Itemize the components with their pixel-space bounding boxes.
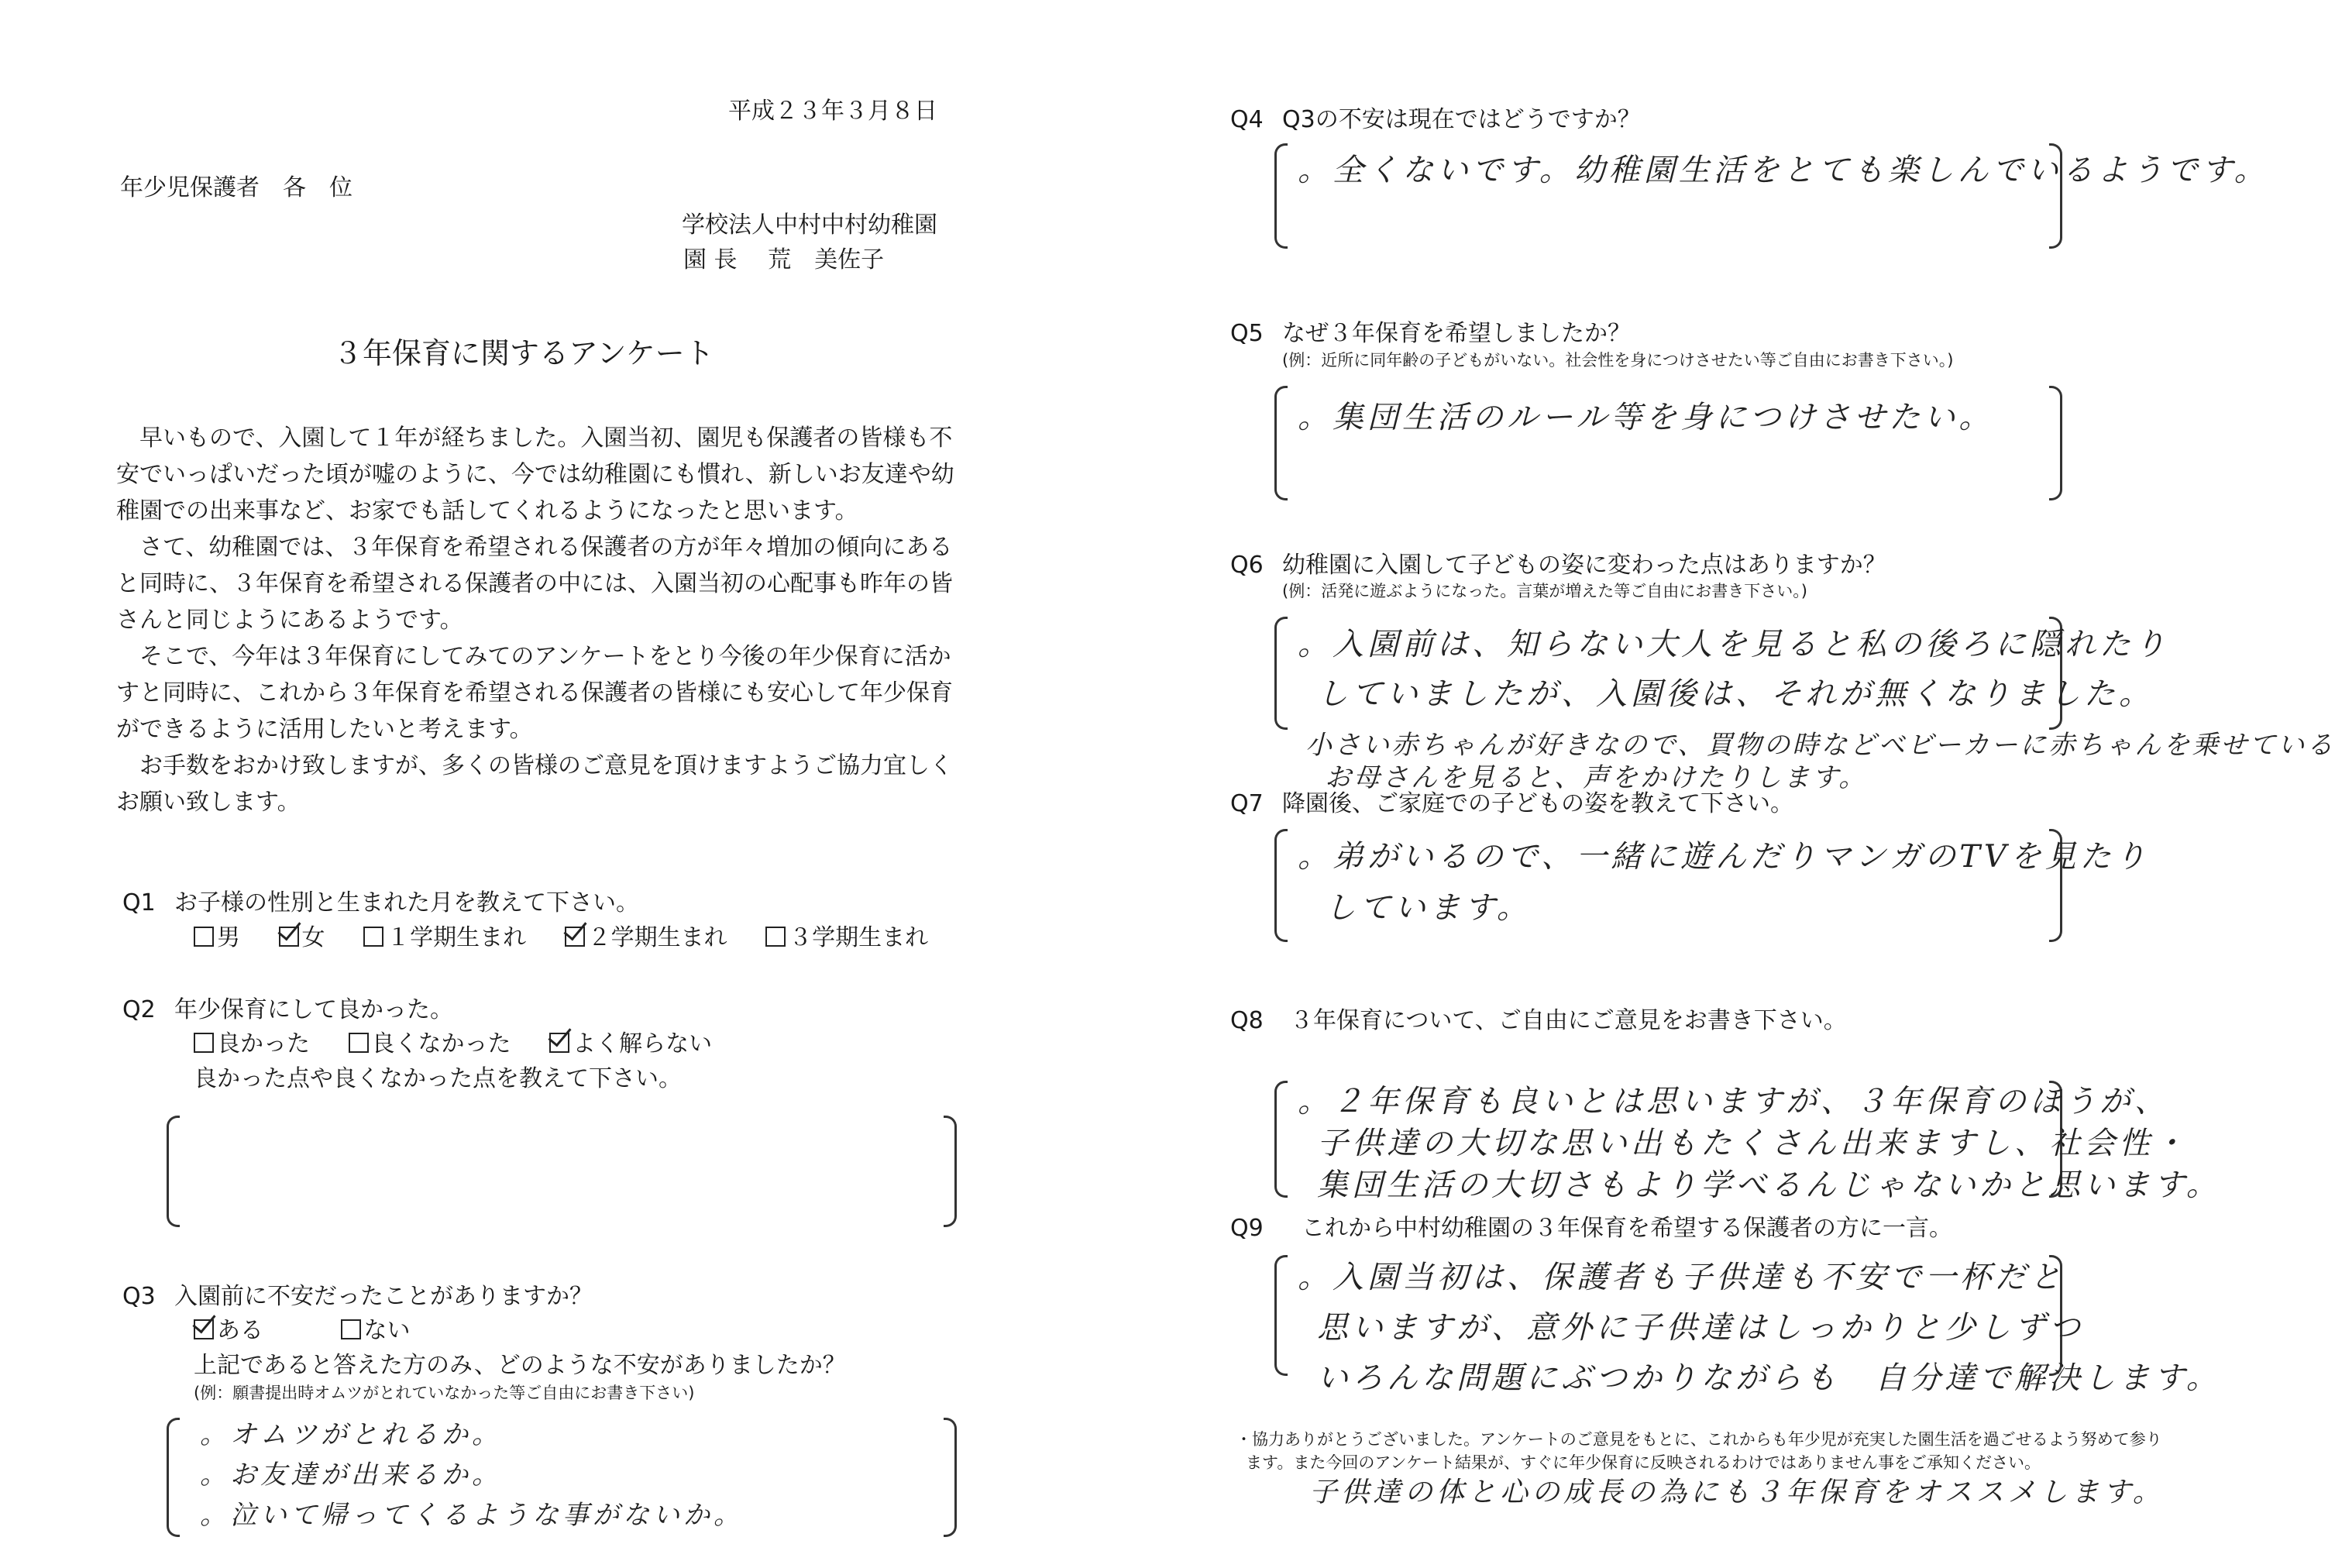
option-label: １学期生まれ — [387, 924, 527, 951]
option-label: ３学期生まれ — [789, 924, 929, 951]
q4-answer-line: 。全くないです。幼稚園生活をとても楽しんでいるようです。 — [1298, 153, 2269, 188]
q3-options — [194, 1317, 442, 1345]
intro-paragraph: さて、幼稚園では、３年保育を希望される保護者の方が年々増加の傾向にあると同時に、３年保育を希望される保護者の中には、入園当初の心配事も昨年の皆さんと同じようにあるようです。 — [116, 534, 953, 634]
q5-answer-line: 。集団生活のルール等を身につけさせたい。 — [1298, 400, 1994, 435]
option-label: ある — [217, 1317, 263, 1344]
option-label: 良かった — [217, 1030, 310, 1057]
q9-answer-line: いろんな問題にぶつかりながらも 自分達で解決します。 — [1317, 1360, 2221, 1396]
option-label: よく解らない — [573, 1030, 713, 1057]
q1-option-term2[interactable] — [565, 924, 727, 951]
checkbox[interactable] — [341, 1319, 361, 1339]
q3-answer-line: 。お友達が出来るか。 — [200, 1460, 502, 1491]
q6-answer-bracket-left — [1274, 617, 1288, 730]
option-label: 良くなかった — [371, 1030, 511, 1057]
q8-answer-line: 。２年保育も良いとは思いますが、３年保育のほうが、 — [1298, 1084, 2169, 1119]
option-label: ない — [363, 1317, 411, 1344]
q6-answer-line: していましたが、入園後は、それが無くなりました。 — [1317, 676, 2154, 712]
closing-handwritten: 子供達の体と心の成長の為にも３年保育をオススメします。 — [1309, 1477, 2165, 1508]
q2-options — [194, 1030, 743, 1058]
q3-answer-line: 。オムツがとれるか。 — [200, 1419, 502, 1450]
school-name: 学校法人中村中村幼稚園 — [682, 211, 937, 239]
q2-option-unsure[interactable] — [549, 1030, 712, 1057]
checkbox[interactable] — [565, 927, 585, 947]
q2-number: Q2 — [122, 996, 156, 1023]
checkbox[interactable] — [349, 1033, 369, 1053]
option-label: ２学期生まれ — [587, 924, 727, 951]
option-label: 男 — [217, 924, 240, 951]
checkbox[interactable] — [279, 927, 299, 947]
q3-answer-line: 。泣いて帰ってくるような事がないか。 — [200, 1500, 744, 1531]
q3-question: 入園前に不安だったことがありますか？ — [174, 1283, 593, 1310]
q8-answer-line: 集団生活の大切さもより学べるんじゃないかと思います。 — [1317, 1167, 2221, 1203]
intro-paragraph: そこで、今年は３年保育にしてみてのアンケートをとり今後の年少保育に活かすと同時に、これから３年保育を希望される保護者の皆様にも安心して年少保育ができるように活用したいと考えます。 — [116, 643, 953, 743]
q1-number: Q1 — [122, 889, 156, 916]
q6-question: 幼稚園に入園して子どもの姿に変わった点はありますか？ — [1282, 552, 1886, 579]
q9-answer-bracket-left — [1274, 1255, 1288, 1376]
intro-paragraph: お手数をおかけ致しますが、多くの皆様のご意見を頂けますようご協力宜しくお願い致します。 — [116, 752, 953, 816]
q3-number: Q3 — [122, 1283, 156, 1310]
addressee: 年少児保護者 各 位 — [120, 174, 352, 201]
q8-answer-bracket-left — [1274, 1081, 1288, 1198]
intro-text — [116, 420, 961, 820]
intro-paragraph: 早いもので、入園して１年が経ちました。入園当初、園児も保護者の皆様も不安でいっぱいだった頃が嘘のように、今では幼稚園にも慣れ、新しいお友達や幼稚園での出来事など、お家でも話してくれるようになったと思います。 — [116, 425, 954, 524]
q7-number: Q7 — [1230, 790, 1264, 817]
q1-question: お子様の性別と生まれた月を教えて下さい。 — [174, 889, 639, 916]
q7-question: 降園後、ご家庭での子どもの姿を教えて下さい。 — [1282, 790, 1793, 817]
q2-answer-bracket-left — [167, 1116, 180, 1227]
checkbox[interactable] — [363, 927, 383, 947]
principal-name: 園 長 荒 美佐子 — [683, 246, 885, 273]
q9-answer-line: 思いますが、意外に子供達はしっかりと少しずつ — [1317, 1310, 2084, 1346]
q4-question: Q3の不安は現在ではどうですか？ — [1282, 106, 1641, 133]
q7-answer-line: しています。 — [1325, 890, 1532, 926]
checkbox[interactable] — [194, 927, 214, 947]
q9-question: これから中村幼稚園の３年保育を希望する保護者の方に一言。 — [1302, 1215, 1952, 1242]
thanks-note: ます。また今回のアンケート結果が、すぐに年少保育に反映されるわけではありません事をご承知ください。 — [1246, 1453, 2041, 1472]
q3-answer-bracket-right — [944, 1418, 957, 1537]
q8-answer-line: 子供達の大切な思い出もたくさん出来ますし、社会性・ — [1317, 1126, 2189, 1161]
q8-question: ３年保育について、ご自由にご意見をお書き下さい。 — [1290, 1007, 1847, 1034]
q6-answer-line: 小さい赤ちゃんが好きなので、買物の時などベビーカーに赤ちゃんを乗せている — [1305, 730, 2335, 761]
q5-example: (例：近所に同年齢の子どもがいない。社会性を身につけさせたい等ご自由にお書き下さい。) — [1282, 351, 1954, 370]
q3-option-yes[interactable] — [194, 1317, 263, 1344]
q9-number: Q9 — [1230, 1215, 1264, 1242]
checkbox[interactable] — [765, 927, 786, 947]
q5-answer-bracket-right — [2049, 386, 2062, 500]
q3-answer-bracket-left — [167, 1418, 180, 1537]
checkbox[interactable] — [194, 1319, 214, 1339]
q3-option-no[interactable] — [341, 1317, 411, 1344]
q5-question: なぜ３年保育を希望しましたか？ — [1282, 320, 1631, 347]
q1-option-term3[interactable] — [765, 924, 928, 951]
survey-title: ３年保育に関するアンケート — [333, 336, 714, 370]
date: 平成２３年３月８日 — [728, 98, 937, 125]
q6-answer-line: お母さんを見ると、声をかけたりします。 — [1325, 762, 1868, 793]
checkbox[interactable] — [194, 1033, 214, 1053]
q1-option-female[interactable] — [279, 924, 325, 951]
q5-number: Q5 — [1230, 320, 1264, 347]
q7-answer-line: 。弟がいるので、一緒に遊んだりマンガのTVを見たり — [1298, 839, 2150, 875]
q2-option-good[interactable] — [194, 1030, 310, 1057]
q1-option-term1[interactable] — [363, 924, 526, 951]
q1-options — [194, 924, 959, 952]
q4-number: Q4 — [1230, 106, 1264, 133]
q3-example: (例：願書提出時オムツがとれていなかった等ご自由にお書き下さい) — [194, 1384, 695, 1402]
q2-answer-bracket-right — [944, 1116, 957, 1227]
q8-number: Q8 — [1230, 1007, 1264, 1034]
q2-option-bad[interactable] — [349, 1030, 511, 1057]
q6-answer-line: 。入園前は、知らない大人を見ると私の後ろに隠れたり — [1298, 627, 2169, 662]
option-label: 女 — [301, 924, 325, 951]
thanks-note: ・協力ありがとうございました。アンケートのご意見をもとに、これからも年少児が充実した園生活を過ごせるよう努めて参り — [1236, 1430, 2162, 1449]
q5-answer-bracket-left — [1274, 386, 1288, 500]
q9-answer-line: 。入園当初は、保護者も子供達も不安で一杯だと — [1298, 1260, 2065, 1295]
q6-number: Q6 — [1230, 552, 1264, 579]
q7-answer-bracket-left — [1274, 829, 1288, 942]
q4-answer-bracket-left — [1274, 143, 1288, 249]
q6-example: (例：活発に遊ぶようになった。言葉が増えた等ご自由にお書き下さい。) — [1282, 582, 1807, 600]
q2-question: 年少保育にして良かった。 — [174, 996, 453, 1023]
q2-subquestion: 良かった点や良くなかった点を教えて下さい。 — [194, 1065, 682, 1092]
checkbox[interactable] — [549, 1033, 569, 1053]
q3-subquestion: 上記であると答えた方のみ、どのような不安がありましたか？ — [194, 1352, 846, 1379]
q1-option-male[interactable] — [194, 924, 240, 951]
